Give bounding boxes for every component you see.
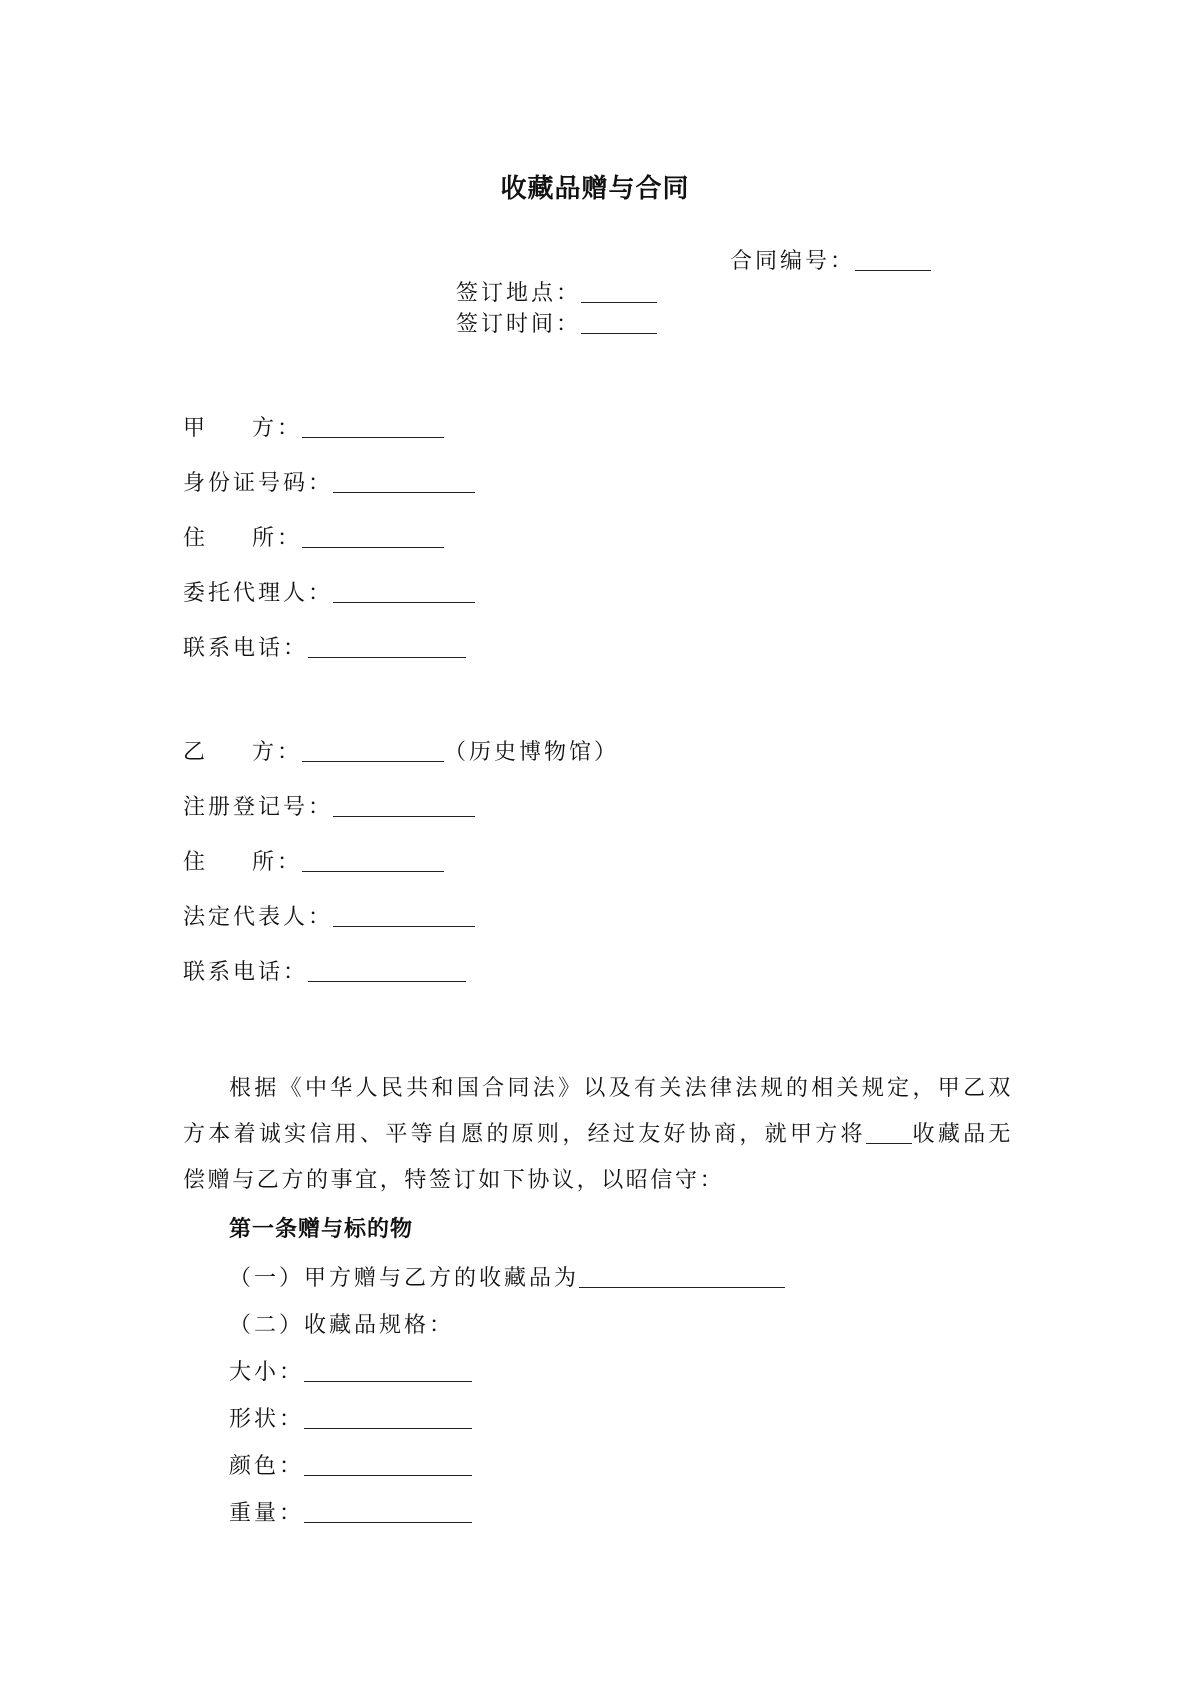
party-a-id-line (183, 469, 475, 499)
party-a-label-2: 方： (252, 416, 303, 441)
party-b-reg-label: 注册登记号： (183, 795, 334, 820)
party-b-reg-field[interactable] (333, 794, 475, 817)
weight-label: 重量： (229, 1501, 305, 1526)
party-b-name-field[interactable] (302, 739, 444, 762)
party-a-agent-label: 委托代理人： (183, 581, 334, 606)
party-b-phone-label: 联系电话： (183, 960, 309, 985)
weight-field[interactable] (304, 1500, 472, 1523)
shape-field[interactable] (304, 1406, 472, 1429)
color-field[interactable] (304, 1453, 472, 1476)
size-field[interactable] (304, 1359, 472, 1382)
article-1-item-1-text: （一）甲方赠与乙方的收藏品为 (229, 1266, 580, 1291)
party-b-label-1: 乙 (183, 740, 209, 765)
party-a-phone-line (183, 634, 466, 664)
party-a-phone-label: 联系电话： (183, 636, 309, 661)
sign-time-field[interactable] (581, 311, 657, 334)
party-b-reg-line (183, 793, 475, 823)
sign-time-label: 签订时间： (456, 312, 582, 337)
sign-time-line (456, 310, 657, 340)
party-a-address-line (183, 524, 444, 554)
sign-place-label: 签订地点： (456, 281, 582, 306)
article-1-item-1 (229, 1264, 785, 1294)
party-a-phone-field[interactable] (308, 635, 466, 658)
contract-number-field[interactable] (855, 248, 931, 271)
contract-number-line (730, 247, 931, 277)
party-b-address-label-2: 所： (252, 850, 303, 875)
party-a-address-field[interactable] (302, 525, 444, 548)
party-b-name-line (183, 738, 619, 768)
party-a-id-label: 身份证号码： (183, 471, 334, 496)
party-b-address-field[interactable] (302, 849, 444, 872)
intro-text-1: 根据《中华人民共和国合同法》以及有关法律法规的相关规定，甲乙双方本着诚实信用、平等自愿的原则，经过友好协商，就甲方将 (183, 1076, 1013, 1147)
article-1-item-2-text: （二）收藏品规格： (229, 1313, 455, 1338)
party-a-label-1: 甲 (183, 416, 209, 441)
size-line (229, 1358, 472, 1388)
shape-line (229, 1405, 472, 1435)
color-label: 颜色： (229, 1454, 305, 1479)
article-1-heading: 第一条赠与标的物 (229, 1217, 414, 1242)
party-a-name-line (183, 414, 444, 444)
party-a-agent-field[interactable] (333, 580, 475, 603)
party-b-label-2: 方： (252, 740, 303, 765)
party-b-rep-line (183, 903, 475, 933)
party-b-address-line (183, 848, 444, 878)
shape-label: 形状： (229, 1407, 305, 1432)
color-line (229, 1452, 472, 1482)
collectible-field[interactable] (579, 1265, 785, 1288)
intro-paragraph (183, 1066, 1013, 1204)
party-b-phone-line (183, 958, 466, 988)
party-a-name-field[interactable] (302, 415, 444, 438)
party-b-rep-field[interactable] (333, 904, 475, 927)
intro-text-2: 收藏品无偿赠与乙方的事宜，特签订如下协议，以昭信守： (183, 1122, 1014, 1193)
party-a-address-label-2: 所： (252, 526, 303, 551)
article-1-item-2 (229, 1311, 454, 1341)
party-a-agent-line (183, 579, 475, 609)
contract-number-label: 合同编号： (730, 249, 856, 274)
party-b-phone-field[interactable] (308, 959, 466, 982)
weight-line (229, 1499, 472, 1529)
document-title: 收藏品赠与合同 (500, 174, 690, 204)
party-a-address-label-1: 住 (183, 526, 209, 551)
collectible-name-field[interactable] (866, 1121, 912, 1144)
party-a-id-field[interactable] (333, 470, 475, 493)
party-b-address-label-1: 住 (183, 850, 209, 875)
party-b-rep-label: 法定代表人： (183, 905, 334, 930)
party-b-name-suffix: （历史博物馆） (444, 740, 620, 765)
sign-place-field[interactable] (581, 280, 657, 303)
size-label: 大小： (229, 1360, 305, 1385)
sign-place-line (456, 279, 657, 309)
